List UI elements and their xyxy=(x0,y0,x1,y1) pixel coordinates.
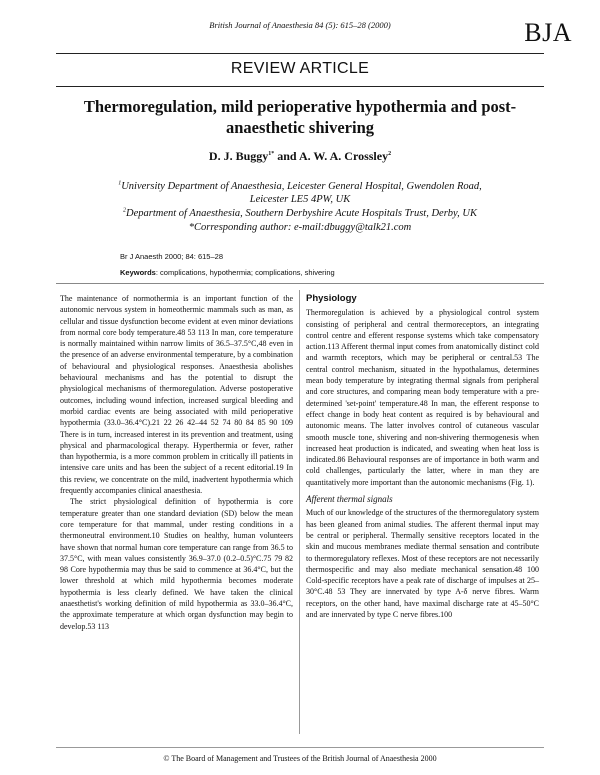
physiology-paragraph: Thermoregulation is achieved by a physiological control system consisting of peripheral and central thermoreceptors, an integrating control centre and efferent response systems which take compensatory action.113 Afferent thermal input comes from anatomically distinct cold and warmth receptors, which may be peripheral or central.53 The central control mechanism, situated in the hypothalamus, determines mean body temperature by integrating thermal signals from peripheral and core structures, and comparing mean body temperature with a pre-determined 'set-point' temperature.48 In man, the efferent response to effect change in body heat content as required is by behavioural and autonomic means. The latter involves control of cutaneous vascular smooth muscle tone, shivering and non-shivering thermogenesis when increased heat production is indicated, and sweating when heat loss is indicated.86 Behavioural responses are of importance in both warm and cold challenges, particularly the latter, where in man they are quantitatively more important than the autonomic mechanisms (Fig. 1). xyxy=(306,308,539,487)
afferent-signals-paragraph: Much of our knowledge of the structures of the thermoregulatory system has been gleaned from animal studies. The afferent thermal input may be central or peripheral. Thermally sensitive receptors located in the skin and mucous membranes mediate thermal sensation and contribute to thermoregulatory reflexes. Most of these receptors are not necessarily thermospecific and may also mediate mechanical sensation.48 100 Cold-specific receptors have a peak rate of discharge of impulses at 25–30°C.48 53 They are innervated by type A-δ nerve fibres. Warm receptors, on the other hand, have maximal discharge rate at 45–50°C and are innervated by type C nerve fibres.100 xyxy=(306,508,539,620)
author-separator: and xyxy=(274,149,299,163)
keywords xyxy=(120,268,335,277)
corresponding-author: *Corresponding author: e-mail:dbuggy@talk21.com xyxy=(188,222,412,233)
header-rule xyxy=(56,283,544,284)
affiliation-2-mark: 2 xyxy=(123,207,127,214)
bja-logo: BJA xyxy=(524,18,572,47)
author-buggy: D. J. Buggy xyxy=(208,149,269,163)
copyright-footer: © The Board of Management and Trustees of the British Journal of Anaesthesia 2000 xyxy=(163,754,437,763)
affiliation-1 xyxy=(0,180,600,206)
section-bar xyxy=(56,53,544,87)
journal-citation-header: British Journal of Anaesthesia 84 (5): 615–28 (2000) xyxy=(209,20,391,30)
article-title: Thermoregulation, mild perioperative hypothermia and post-anaesthetic shivering xyxy=(83,97,517,137)
affiliation-2 xyxy=(0,207,600,220)
affiliation-1-mark: 1 xyxy=(118,180,122,187)
section-title: REVIEW ARTICLE xyxy=(230,60,370,77)
left-column xyxy=(60,293,293,632)
affiliation-1-line-2: Leicester LE5 4PW, UK xyxy=(249,194,351,205)
physiology-heading: Physiology xyxy=(306,293,357,304)
affiliation-1-line-1: University Department of Anaesthesia, Leicester General Hospital, Gwendolen Road, xyxy=(121,181,482,192)
intro-paragraph-1: The maintenance of normothermia is an important function of the autonomic nervous system in homeothermic mammals such as man, as cellular and tissue dysfunction become evident at even minor deviations from normal core body temperature.48 53 113 In man, core temperature is normally maintained within narrow limits of 36.5–37.5°C,48 even in the presence of an adverse environmental temperature, by a combination of behavioural and physiological responses. Anaesthesia abolishes behavioural mechanisms and has the potential to disrupt the physiological mechanisms of thermoregulation. Adverse postoperative outcomes, including wound infection, increased surgical bleeding and morbid cardiac events are being associated with mild perioperative hypothermia (33.0–36.4°C).21 22 26 42–44 52 74 80 84 85 90 109 There is in turn, increased interest in its prevention and treatment, using physical and pharmacological therapy. Hyperthermia or fever, rather than hypothermia, is a more common problem in critically ill patients in intensive care units and has been the subject of a recent editorial.19 In this review, we concentrate on the mild, inadvertent hypothermia which frequently accompanies clinical anaesthesia. xyxy=(60,294,293,496)
right-column xyxy=(306,293,539,620)
author-crossley-affiliation-mark: 2 xyxy=(388,151,392,157)
keywords-label: Keywords xyxy=(120,268,156,277)
column-divider xyxy=(299,290,300,734)
afferent-signals-heading: Afferent thermal signals xyxy=(306,494,393,505)
footer-rule xyxy=(56,747,544,748)
keywords-text: : complications, hypothermia; complications, shivering xyxy=(155,268,335,277)
affiliation-2-text: Department of Anaesthesia, Southern Derbyshire Acute Hospitals Trust, Derby, UK xyxy=(126,208,477,219)
author-list xyxy=(0,149,600,164)
article-citation: Br J Anaesth 2000; 84: 615–28 xyxy=(120,252,223,261)
author-buggy-affiliation-mark: 1* xyxy=(268,151,275,157)
intro-paragraph-2: The strict physiological definition of hypothermia is core temperature greater than one standard deviation (SD) below the mean core temperature for that mammal, under resting conditions in a thermoneutral environment.10 Studies on healthy, human volunteers have shown that normal human core temperature can range from 36.5 to 37.5°C, with mean values consistently 36.9–37.0 (0.2–0.5)°C.75 79 82 98 Core hypothermia may thus be said to commence at 36.4°C, but the lower threshold at which mild hypothermia becomes moderate hypothermia is less clearly defined. We have taken the clinical anaesthetist's working definition of mild hypothermia as 33.0–36.4°C, the approximate temperature at which organ dysfunction may begin to develop.53 113 xyxy=(60,497,293,631)
author-crossley: A. W. A. Crossley xyxy=(298,149,389,163)
